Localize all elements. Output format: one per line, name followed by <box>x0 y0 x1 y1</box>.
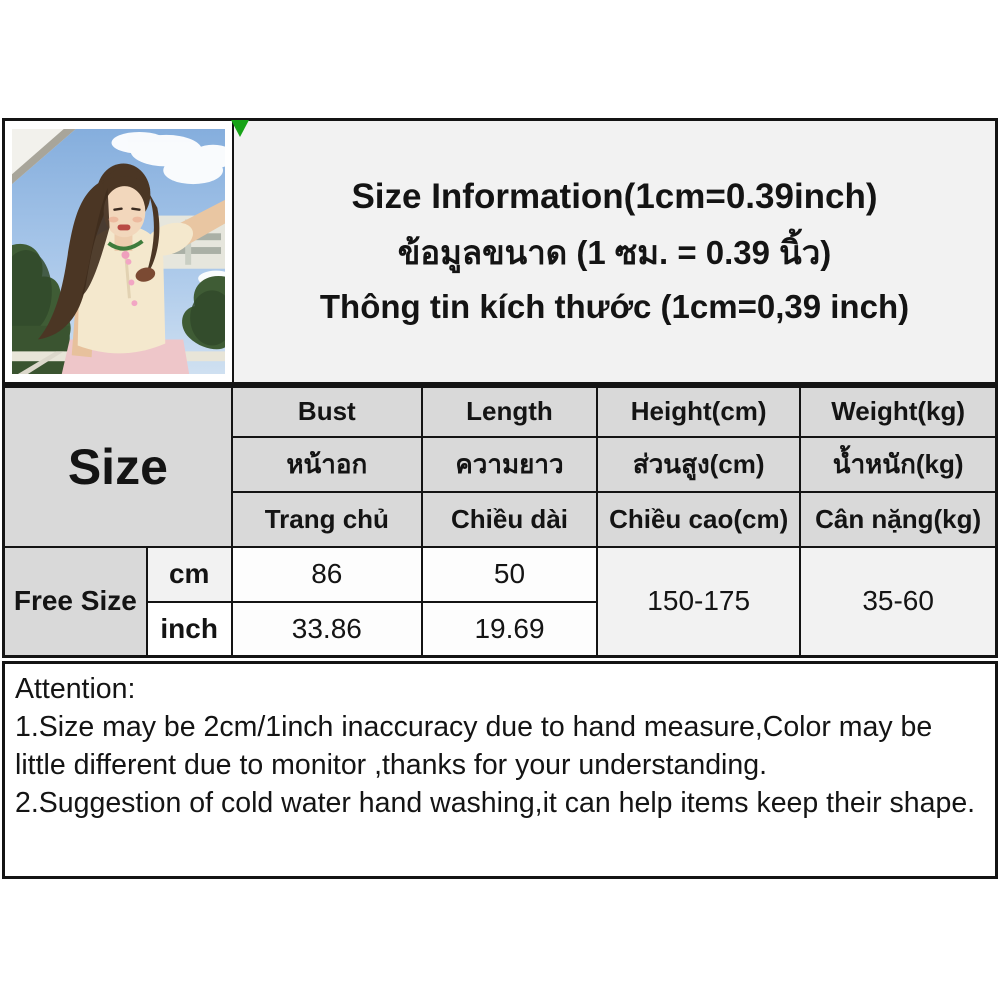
header-length-vi: Chiều dài <box>422 492 597 547</box>
row-label-free-size: Free Size <box>4 547 147 657</box>
header-height-th: ส่วนสูง(cm) <box>597 437 800 492</box>
size-corner-cell: Size <box>4 387 232 547</box>
header-weight-th: น้ำหนัก(kg) <box>800 437 996 492</box>
title-english: Size Information(1cm=0.39inch) <box>351 177 878 216</box>
attention-line-1: 1.Size may be 2cm/1inch inaccuracy due to hand measure,Color may be <box>15 711 933 743</box>
unit-inch-cell: inch <box>147 602 232 657</box>
weight-range-value: 35-60 <box>800 547 996 657</box>
header-height-vi: Chiều cao(cm) <box>597 492 800 547</box>
attention-line-3: 2.Suggestion of cold water hand washing,it can help items keep their shape. <box>15 787 976 819</box>
header-length-en: Length <box>422 387 597 437</box>
header-bust-en: Bust <box>232 387 422 437</box>
green-corner-marker-icon <box>231 120 249 137</box>
header-height-en: Height(cm) <box>597 387 800 437</box>
title-thai: ข้อมูลขนาด (1 ซม. = 0.39 นิ้ว) <box>397 234 832 271</box>
top-section <box>2 118 998 385</box>
product-photo-illustration <box>12 129 225 374</box>
attention-line-2: little different due to monitor ,thanks for your understanding. <box>15 749 767 781</box>
size-table <box>2 385 998 658</box>
bust-cm-value: 86 <box>232 547 422 602</box>
bust-inch-value: 33.86 <box>232 602 422 657</box>
length-inch-value: 19.69 <box>422 602 597 657</box>
header-bust-th: หน้าอก <box>232 437 422 492</box>
size-info-title-block <box>234 121 995 382</box>
unit-cm-cell: cm <box>147 547 232 602</box>
length-cm-value: 50 <box>422 547 597 602</box>
height-range-value: 150-175 <box>597 547 800 657</box>
attention-heading: Attention: <box>15 673 136 705</box>
header-weight-vi: Cân nặng(kg) <box>800 492 996 547</box>
header-weight-en: Weight(kg) <box>800 387 996 437</box>
attention-box <box>2 661 998 879</box>
product-photo <box>5 121 234 382</box>
header-bust-vi: Trang chủ <box>232 492 422 547</box>
size-chart-content <box>2 118 998 879</box>
title-vietnamese: Thông tin kích thước (1cm=0,39 inch) <box>319 288 910 325</box>
header-length-th: ความยาว <box>422 437 597 492</box>
